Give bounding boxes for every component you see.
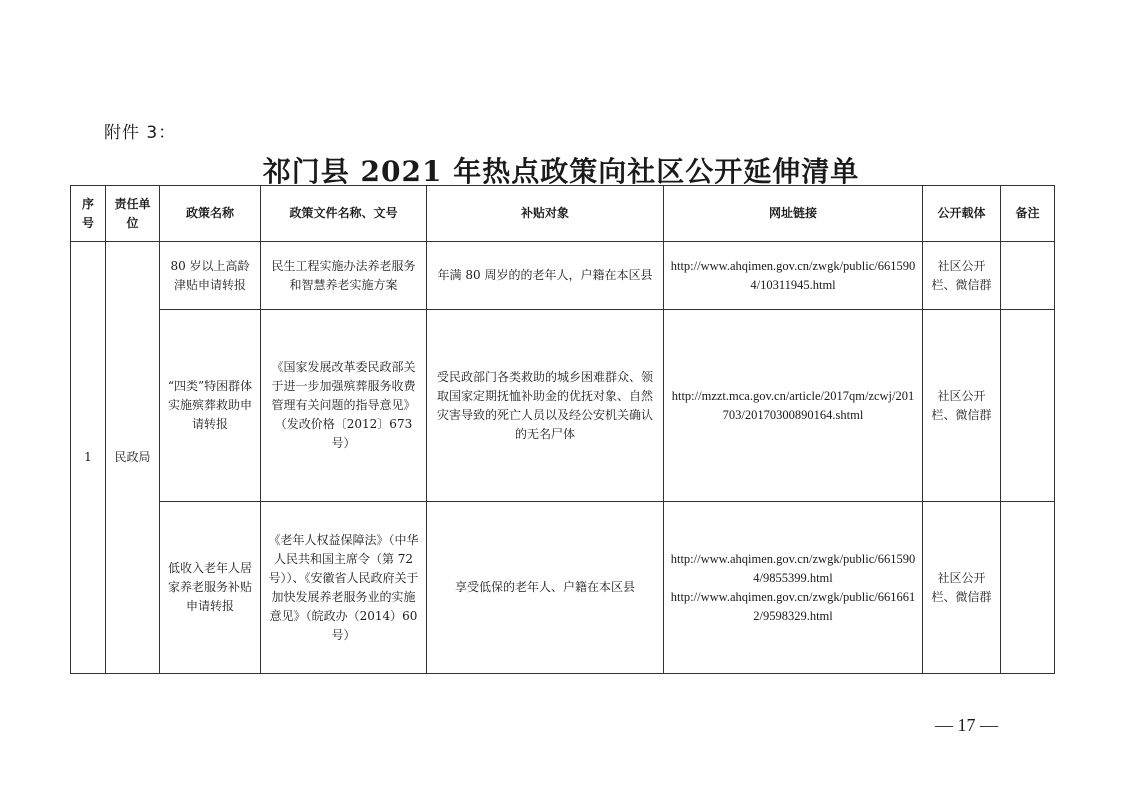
cell-url [664,242,923,310]
table-row [71,502,1055,674]
header-seq: 序号 [71,186,106,242]
header-url: 网址链接 [664,186,923,242]
attachment-label: 附件 3： [104,123,177,143]
cell-policy-name: 80 岁以上高龄津贴申请转报 [160,242,261,310]
cell-seq: 1 [71,242,106,674]
table-header-row [71,186,1055,242]
cell-subsidy-target: 年满 80 周岁的的老年人，户籍在本区县 [427,242,664,310]
cell-subsidy-target: 享受低保的老年人、户籍在本区县 [427,502,664,674]
policy-link[interactable]: http://www.ahqimen.gov.cn/zwgk/public/6615904/9855399.html [670,551,916,585]
cell-policy-name: “四类”特困群体实施殡葬救助申请转报 [160,310,261,502]
cell-remarks [1001,310,1055,502]
policy-link[interactable]: http://www.ahqimen.gov.cn/zwgk/public/6616612/9598329.html [670,589,916,623]
cell-doc-name: 民生工程实施办法养老服务和智慧养老实施方案 [261,242,427,310]
header-carrier: 公开载体 [923,186,1001,242]
cell-remarks [1001,502,1055,674]
cell-carrier: 社区公开栏、微信群 [923,310,1001,502]
policy-table [70,185,1055,674]
table-row [71,242,1055,310]
header-subsidy-target: 补贴对象 [427,186,664,242]
policy-link[interactable]: http://www.ahqimen.gov.cn/zwgk/public/6615904/10311945.html [670,258,916,292]
cell-carrier: 社区公开栏、微信群 [923,242,1001,310]
cell-doc-name: 《老年人权益保障法》（中华人民共和国主席令（第 72 号））、《安徽省人民政府关于加快发展养老服务业的实施意见》（皖政办（2014）60 号） [261,502,427,674]
page-number: — 17 — [935,715,998,735]
cell-subsidy-target: 受民政部门各类救助的城乡困难群众、领取国家定期抚恤补助金的优抚对象、自然灾害导致的死亡人员以及经公安机关确认的无名尸体 [427,310,664,502]
policy-link[interactable]: http://mzzt.mca.gov.cn/article/2017qm/zcwj/201703/20170300890164.shtml [671,388,915,422]
header-policy-name: 政策名称 [160,186,261,242]
header-doc-name: 政策文件名称、文号 [261,186,427,242]
cell-policy-name: 低收入老年人居家养老服务补贴申请转报 [160,502,261,674]
cell-url [664,310,923,502]
header-remarks: 备注 [1001,186,1055,242]
document-title: 祁门县 2021 年热点政策向社区公开延伸清单 [262,155,860,188]
cell-carrier: 社区公开栏、微信群 [923,502,1001,674]
cell-url [664,502,923,674]
cell-unit: 民政局 [106,242,160,674]
table-row [71,310,1055,502]
header-unit: 责任单位 [106,186,160,242]
cell-remarks [1001,242,1055,310]
cell-doc-name: 《国家发展改革委民政部关于进一步加强殡葬服务收费管理有关问题的指导意见》（发改价格〔2012〕673 号） [261,310,427,502]
